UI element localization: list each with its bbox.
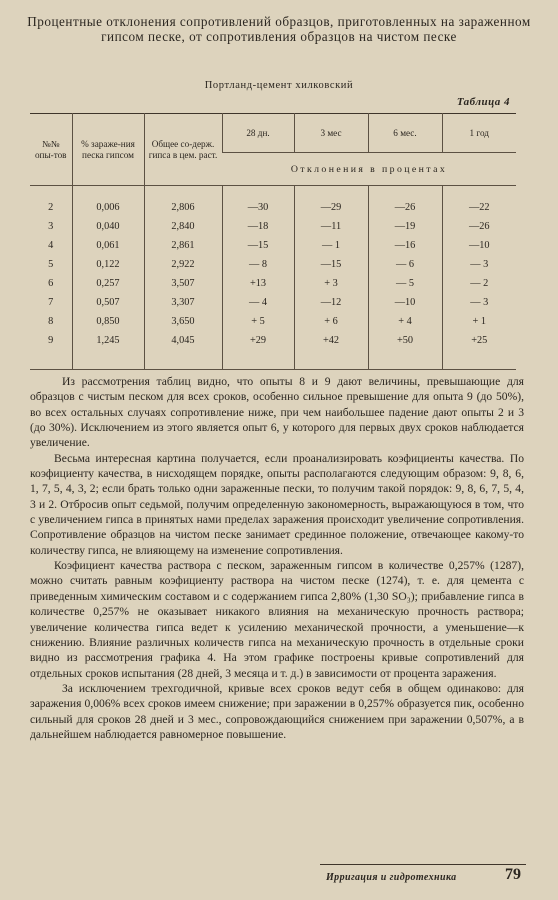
table-bottom-rule — [30, 350, 516, 370]
cell-infection: 0,850 — [72, 312, 144, 331]
cell-6-months: + 4 — [368, 312, 442, 331]
cell-1-year: —10 — [442, 236, 516, 255]
table-subtitle: Портланд-цемент хилковский — [204, 80, 354, 91]
cell-infection: 0,122 — [72, 255, 144, 274]
cell-6-months: —26 — [368, 186, 442, 218]
footer-rule — [320, 864, 526, 865]
cell-6-months: —10 — [368, 293, 442, 312]
cell-total: 4,045 — [144, 331, 222, 350]
journal-name: Ирригация и гидротехника — [326, 872, 457, 883]
cell-1-year: + 1 — [442, 312, 516, 331]
cell-6-months: — 5 — [368, 274, 442, 293]
cell-number: 3 — [48, 221, 54, 232]
table-row — [30, 293, 516, 312]
cell-28-days: —15 — [222, 236, 294, 255]
cell-total: 2,806 — [144, 186, 222, 218]
cell-1-year: — 3 — [442, 255, 516, 274]
cell-total: 3,507 — [144, 274, 222, 293]
cell-6-months: +50 — [368, 331, 442, 350]
paragraph: За исключением трехгодичной, кривые всех сроков ведут себя в общем одинаково: для заражения 0,006% всех сроков имеем снижение; при заражении в 0,257% образуется пик, особенно сильный для сроков 28 дней и 3 мес., сопровождающийся снижением при заражении 0,507%, а в дальнейшем наблюдается равномерное повышение. — [30, 681, 524, 741]
cell-28-days: —18 — [222, 217, 294, 236]
cell-28-days: + 5 — [222, 312, 294, 331]
cell-number: 7 — [48, 297, 54, 308]
cell-28-days: +13 — [222, 274, 294, 293]
cell-number: 9 — [48, 335, 54, 346]
cell-28-days: —30 — [222, 186, 294, 218]
table-row — [30, 217, 516, 236]
body-text — [30, 374, 524, 742]
cell-28-days: — 4 — [222, 293, 294, 312]
cell-3-months: —29 — [294, 186, 368, 218]
cell-total: 2,840 — [144, 217, 222, 236]
cell-6-months: —16 — [368, 236, 442, 255]
header-28-days: 28 дн. — [222, 114, 294, 153]
cell-1-year: — 3 — [442, 293, 516, 312]
header-total-gypsum: Общее со-держ. гипса в цем. раст. — [144, 114, 222, 186]
cell-28-days: — 8 — [222, 255, 294, 274]
table-row — [30, 274, 516, 293]
cell-number: 8 — [48, 316, 54, 327]
cell-number: 4 — [48, 240, 54, 251]
cell-1-year: +25 — [442, 331, 516, 350]
paragraph: Из рассмотрения таблиц видно, что опыты 8 и 9 дают величины, превышающие для образцов с чистым песком для всех сроков, особенно сильное превышение для опыта 9 (до 50%), во всех остальных случаях сопротивление ниже, при чем наибольшее падение дают опыты 2 и 3 (до 30%). Исключением из этого является опыт 6, у которого для первых двух сроков наблюдается увеличение. — [30, 375, 524, 450]
cell-1-year: —26 — [442, 217, 516, 236]
paragraph: Коэфициент качества раствора с песком, зараженным гипсом в количестве 0,257% (1287), можно считать равным коэфициенту раствора на чистом песке (1274), т. е. для цемента с приведенным химическим составом и с содержанием гипса 2,80% (1,30 SO₃); прибавление гипса в количестве 0,257% не оказывает никакого влияния на механическую прочность раствора; увеличение количества гипса ведет к усилению механической прочности, а уменьшение—к снижению. Влияние различных количеств гипса на механическую прочность в отдельные сроки видно из рассмотрения графика 4. На этом графике построены кривые сопротивлений для отдельных сроков испытания (28 дней, 3 месяца и т. д.) в зависимости от процента заражения. — [30, 559, 524, 680]
cell-infection: 0,006 — [72, 186, 144, 218]
table-row — [30, 255, 516, 274]
cell-3-months: —15 — [294, 255, 368, 274]
table-row — [30, 331, 516, 350]
data-table — [30, 113, 516, 370]
cell-infection: 0,507 — [72, 293, 144, 312]
table-number-label: Таблица 4 — [456, 96, 510, 108]
header-infection-percent: % зараже-ния песка гипсом — [72, 114, 144, 186]
data-table-container — [30, 113, 516, 370]
header-experiment-number: №№ опы-тов — [30, 114, 72, 186]
cell-1-year: —22 — [442, 186, 516, 218]
cell-3-months: + 6 — [294, 312, 368, 331]
cell-total: 2,861 — [144, 236, 222, 255]
cell-28-days: +29 — [222, 331, 294, 350]
header-6-months: 6 мес. — [368, 114, 442, 153]
cell-3-months: — 1 — [294, 236, 368, 255]
cell-infection: 0,257 — [72, 274, 144, 293]
header-3-months: 3 мес — [294, 114, 368, 153]
table-row — [30, 236, 516, 255]
cell-total: 2,922 — [144, 255, 222, 274]
table-row — [30, 312, 516, 331]
page-number: 79 — [505, 866, 521, 883]
cell-3-months: —11 — [294, 217, 368, 236]
header-1-year: 1 год — [442, 114, 516, 153]
cell-3-months: +42 — [294, 331, 368, 350]
table-row — [30, 186, 516, 218]
cell-1-year: — 2 — [442, 274, 516, 293]
cell-number: 2 — [48, 202, 54, 213]
header-deviation-percent: Отклонения в процентах — [222, 153, 516, 186]
cell-infection: 1,245 — [72, 331, 144, 350]
cell-3-months: + 3 — [294, 274, 368, 293]
cell-6-months: —19 — [368, 217, 442, 236]
cell-number: 5 — [48, 259, 54, 270]
paragraph: Весьма интересная картина получается, если проанализировать коэфициенты качества. По коэфициенту качества, в нисходящем порядке, опыты располагаются следующим образом: 9, 8, 6, 1, 7, 5, 4, 3, 2; если брать только одни зараженные пески, то получим такой порядок: 9, 8, 6, 7, 5, 4, 3 и 2. Отбросив опыт седьмой, получим определенную закономерность, выражающуюся в том, что с увеличением гипса в принятых нами пределах заражения происходит увеличение сопротивления. Сопротивление образцов на чистом песке занимает срединное положение, отвечающее какому-то количеству гипса, не влияющему на изменение сопротивления. — [30, 451, 524, 557]
cell-3-months: —12 — [294, 293, 368, 312]
cell-total: 3,650 — [144, 312, 222, 331]
cell-infection: 0,061 — [72, 236, 144, 255]
table-title: Процентные отклонения сопротивлений образцов, приготовленных на зараженном гипсом песке, от сопротивления образцов на чистом песке — [27, 14, 531, 44]
cell-infection: 0,040 — [72, 217, 144, 236]
cell-number: 6 — [48, 278, 54, 289]
cell-6-months: — 6 — [368, 255, 442, 274]
cell-total: 3,307 — [144, 293, 222, 312]
